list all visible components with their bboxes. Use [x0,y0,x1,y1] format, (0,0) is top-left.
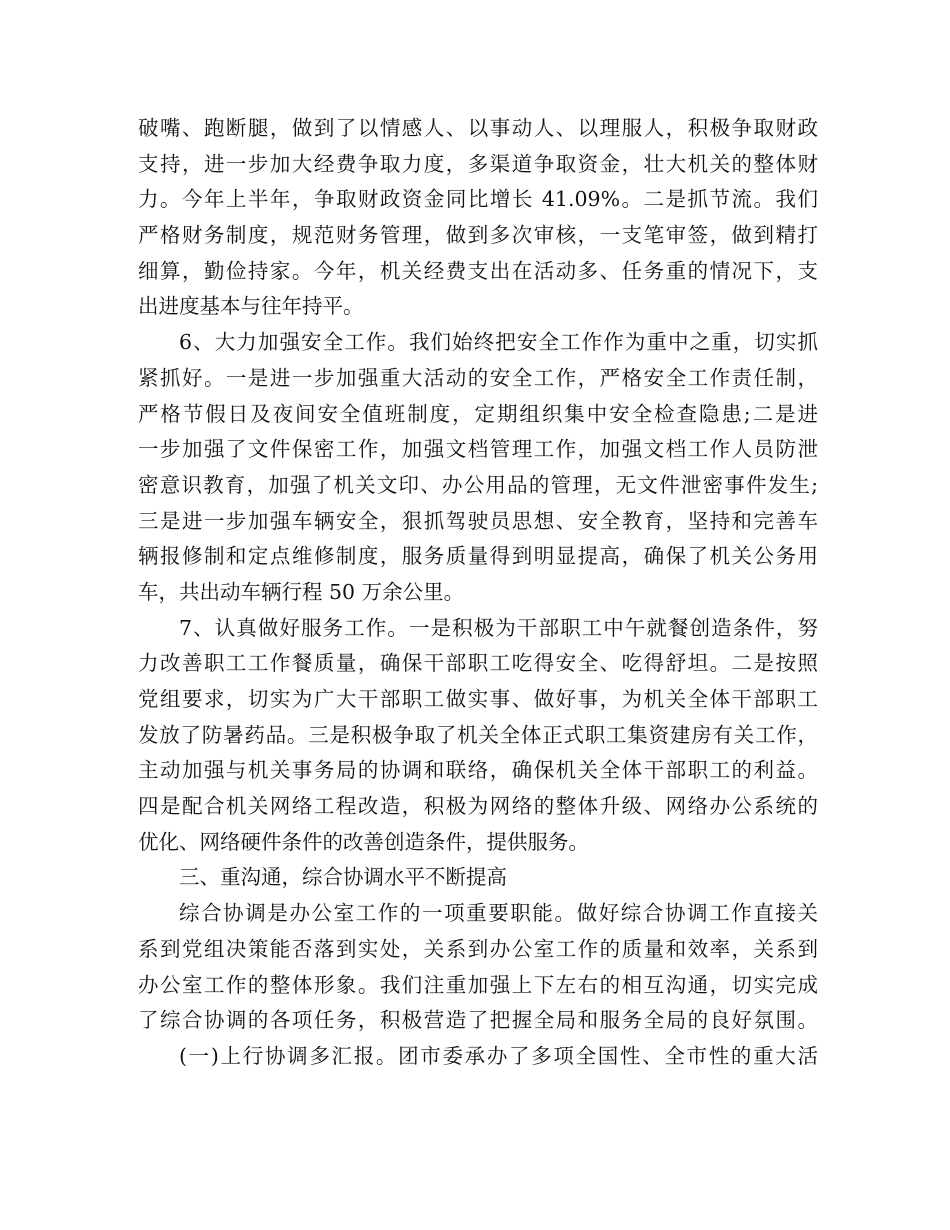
text-line: 破嘴、跑断腿，做到了以情感人、以事动人、以理服人，积极争取财政 [138,116,818,140]
text-line: 党组要求，切实为广大干部职工做实事、做好事，为机关全体干部职工 [138,687,818,711]
text-line: 严格节假日及夜间安全值班制度，定期组织集中安全检查隐患;二是进 [138,401,818,426]
paragraph-first-line: 综合协调是办公室工作的一项重要职能。做好综合协调工作直接关 [179,901,818,926]
text-line: 办公室工作的整体形象。我们注重加强上下左右的相互沟通，切实完成 [138,972,818,997]
text-line: 力改善职工工作餐质量，确保干部职工吃得安全、吃得舒坦。二是按照 [138,651,818,676]
text-line: 车，共出动车辆行程 50 万余公里。 [138,579,465,604]
text-line: 发放了防暑药品。三是积极争取了机关全体正式职工集资建房有关工作， [138,722,818,747]
text-line: 密意识教育，加强了机关文印、办公用品的管理，无文件泄密事件发生; [138,472,818,497]
text-line: 细算，勤俭持家。今年，机关经费支出在活动多、任务重的情况下，支 [138,258,818,283]
text-line: 严格财务制度，规范财务管理，做到多次审核，一支笔审签，做到精打 [138,223,818,248]
text-line: 辆报修制和定点维修制度，服务质量得到明显提高，确保了机关公务用 [138,544,818,569]
document-body [138,111,818,1075]
text-line: 三是进一步加强车辆安全，狠抓驾驶员思想、安全教育，坚持和完善车 [138,508,818,533]
text-line: 优化、网络硬件条件的改善创造条件，提供服务。 [138,829,589,854]
text-line: 系到党组决策能否落到实处，关系到办公室工作的质量和效率，关系到 [138,936,818,961]
paragraph-first-line: 6、大力加强安全工作。我们始终把安全工作作为重中之重，切实抓 [179,330,818,355]
paragraph-first-line: (一)上行协调多汇报。团市委承办了多项全国性、全市性的重大活 [179,1043,818,1068]
text-line: 出进度基本与往年持平。 [138,294,364,319]
paragraph-first-line: 7、认真做好服务工作。一是积极为干部职工中午就餐创造条件，努 [179,615,818,640]
text-line: 支持，进一步加大经费争取力度，多渠道争取资金，壮大机关的整体财 [138,151,818,176]
text-line: 了综合协调的各项任务，积极营造了把握全局和服务全局的良好氛围。 [138,1008,818,1033]
text-line: 四是配合机关网络工程改造，积极为网络的整体升级、网络办公系统的 [138,794,818,819]
text-line: 力。今年上半年，争取财政资金同比增长 41.09%。二是抓节流。我们 [138,187,818,212]
text-line: 一步加强了文件保密工作，加强文档管理工作，加强文档工作人员防泄 [138,437,818,462]
section-heading: 三、重沟通，综合协调水平不断提高 [179,865,507,890]
text-line: 紧抓好。一是进一步加强重大活动的安全工作，严格安全工作责任制， [138,365,818,390]
text-line: 主动加强与机关事务局的协调和联络，确保机关全体干部职工的利益。 [138,758,818,783]
